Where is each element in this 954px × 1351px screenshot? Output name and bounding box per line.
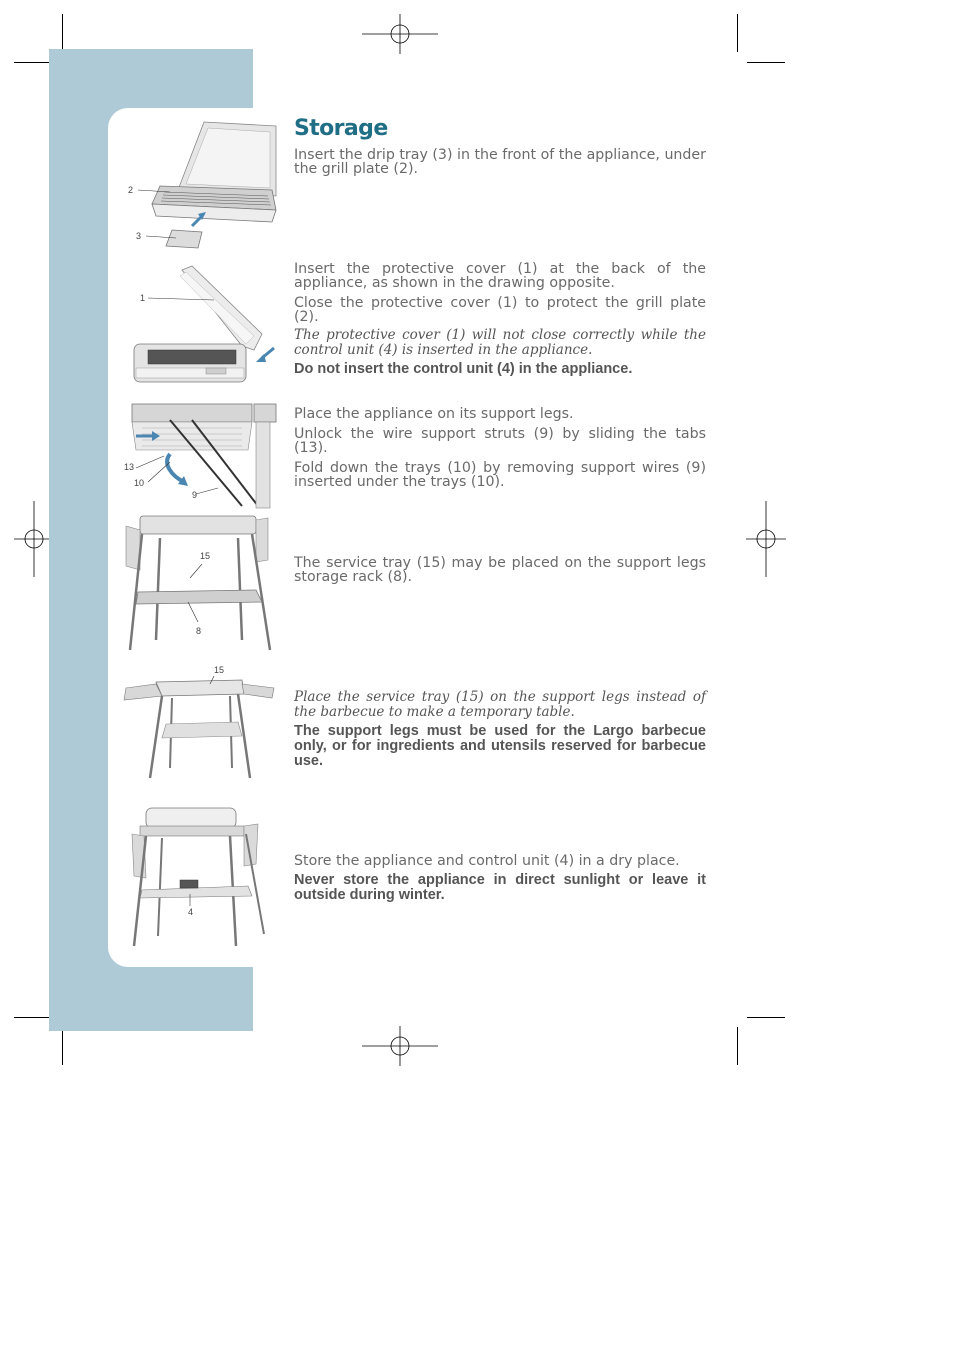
step-text: Insert the protective cover (1) at the back of the appliance, as shown in the drawing opposite. [294,261,706,291]
callout-4: 4 [188,907,194,917]
step-store-appliance [294,854,706,903]
italic-note: Place the service tray (15) on the support legs instead of the barbecue to make a temporary table. [294,689,706,720]
callout-1: 1 [140,293,146,303]
warning-text: Never store the appliance in direct sunlight or leave it outside during winter. [294,872,706,903]
step-text: Unlock the wire support struts (9) by sliding the tabs (13). [294,426,706,456]
step-text: Close the protective cover (1) to protect the grill plate (2). [294,295,706,325]
illustration-service-tray-rack [122,514,278,654]
callout-13: 13 [124,462,135,472]
callout-9: 9 [192,490,198,500]
callout-10: 10 [134,478,145,488]
callout-2: 2 [128,185,134,195]
step-text: Store the appliance and control unit (4) in a dry place. [294,853,680,869]
registration-mark-bottom [362,1026,438,1066]
callout-8: 8 [196,626,202,636]
step-service-tray [294,556,706,584]
callout-15: 15 [200,551,211,561]
italic-note: The protective cover (1) will not close correctly while the control unit (4) is inserted in the appliance. [294,327,706,358]
step-protective-cover [294,262,706,377]
callout-15-table: 15 [214,665,225,675]
step-text: Fold down the trays (10) by removing support wires (9) inserted under the trays (10). [294,460,706,490]
step-text: The service tray (15) may be placed on the support legs storage rack (8). [294,555,706,585]
section-title: Storage [294,116,388,141]
warning-text: Do not insert the control unit (4) in the appliance. [294,361,633,377]
callout-3: 3 [136,231,142,241]
warning-text: The support legs must be used for the Largo barbecue only, or for ingredients and utensils reserved for barbecue use. [294,723,706,769]
illustration-temporary-table [122,664,278,786]
step-fold-trays [294,407,706,489]
registration-mark-left [14,501,54,577]
step-text: Place the appliance on its support legs. [294,406,574,422]
step-text: Insert the drip tray (3) in the front of the appliance, under the grill plate (2). [294,147,706,177]
illustration-fold-trays [122,402,278,510]
illustration-store-appliance [122,804,278,950]
registration-mark-right [746,501,786,577]
step-drip-tray [294,148,706,176]
step-temporary-table [294,690,706,769]
registration-mark-top [362,14,438,54]
illustration-drip-tray [122,118,278,250]
illustration-protective-cover [122,264,278,388]
